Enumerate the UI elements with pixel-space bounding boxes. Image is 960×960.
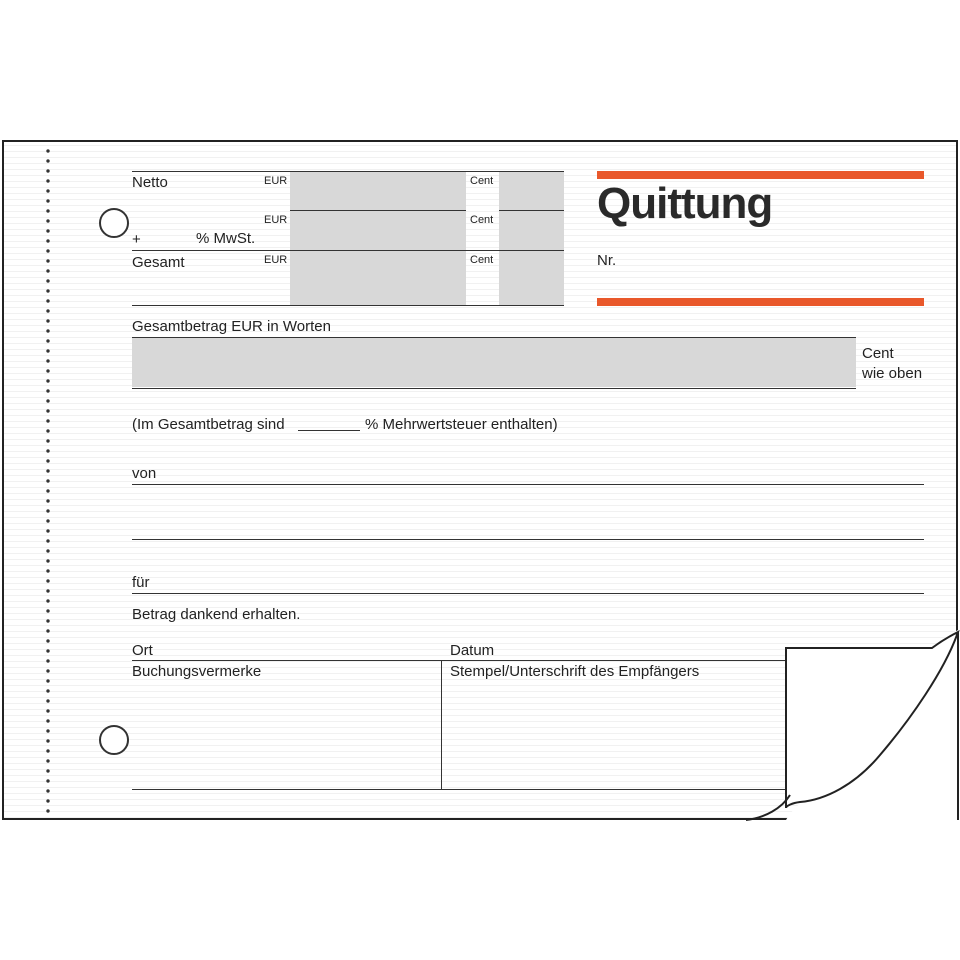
netto-line [132, 171, 564, 172]
netto-cent-label: Cent [470, 175, 494, 187]
date-label: Datum [450, 642, 495, 659]
for-label: für [132, 574, 150, 591]
netto-eur-label: EUR [264, 175, 288, 187]
place-label: Ort [132, 642, 153, 659]
gesamt-eur-label: EUR [264, 254, 288, 266]
mwst-cent-label: Cent [470, 214, 494, 226]
booking-label: Buchungsvermerke [132, 663, 262, 680]
perforation-line [46, 146, 50, 818]
for-line[interactable] [132, 593, 924, 594]
plus-label: + [132, 231, 141, 248]
title-bar-top [597, 171, 924, 179]
signature-label: Stempel/Unterschrift des Empfängers [450, 663, 700, 680]
amount-words-field[interactable] [132, 338, 856, 387]
title-bar-bottom [597, 298, 924, 306]
mwst-eur-line [290, 210, 466, 211]
gesamt-line [132, 250, 564, 251]
amount-words-bottom-line [132, 388, 856, 389]
receipt-title: Quittung [597, 179, 773, 228]
place-date-line[interactable] [132, 660, 786, 661]
mwst-eur-label: EUR [264, 214, 288, 226]
vat-note-prefix: (Im Gesamtbetrag sind [132, 416, 285, 433]
vat-rate-field[interactable] [298, 430, 360, 431]
signature-bottom-line[interactable] [132, 789, 786, 790]
gesamt-cent-label: Cent [470, 254, 494, 266]
punch-hole-bottom [99, 725, 129, 755]
amount-words-label: Gesamtbetrag EUR in Worten [132, 318, 331, 335]
cent-amount-field[interactable] [499, 172, 564, 305]
netto-label: Netto [132, 174, 168, 191]
received-text: Betrag dankend erhalten. [132, 606, 301, 623]
amount-bottom-line [132, 305, 564, 306]
vat-note-suffix: % Mehrwertsteuer enthalten) [365, 416, 558, 433]
eur-amount-field[interactable] [290, 172, 466, 305]
cent-note-line2: wie oben [862, 365, 923, 382]
cent-note-line1: Cent [862, 345, 894, 362]
mwst-label: % MwSt. [196, 230, 256, 247]
from-line-2[interactable] [132, 539, 924, 540]
gesamt-label: Gesamt [132, 254, 185, 271]
receipt-number-label: Nr. [597, 252, 617, 269]
from-label: von [132, 465, 157, 482]
booking-signature-divider [441, 660, 442, 790]
mwst-cent-line [499, 210, 564, 211]
punch-hole-top [99, 208, 129, 238]
from-line[interactable] [132, 484, 924, 485]
page-curl-graphic [740, 630, 960, 822]
